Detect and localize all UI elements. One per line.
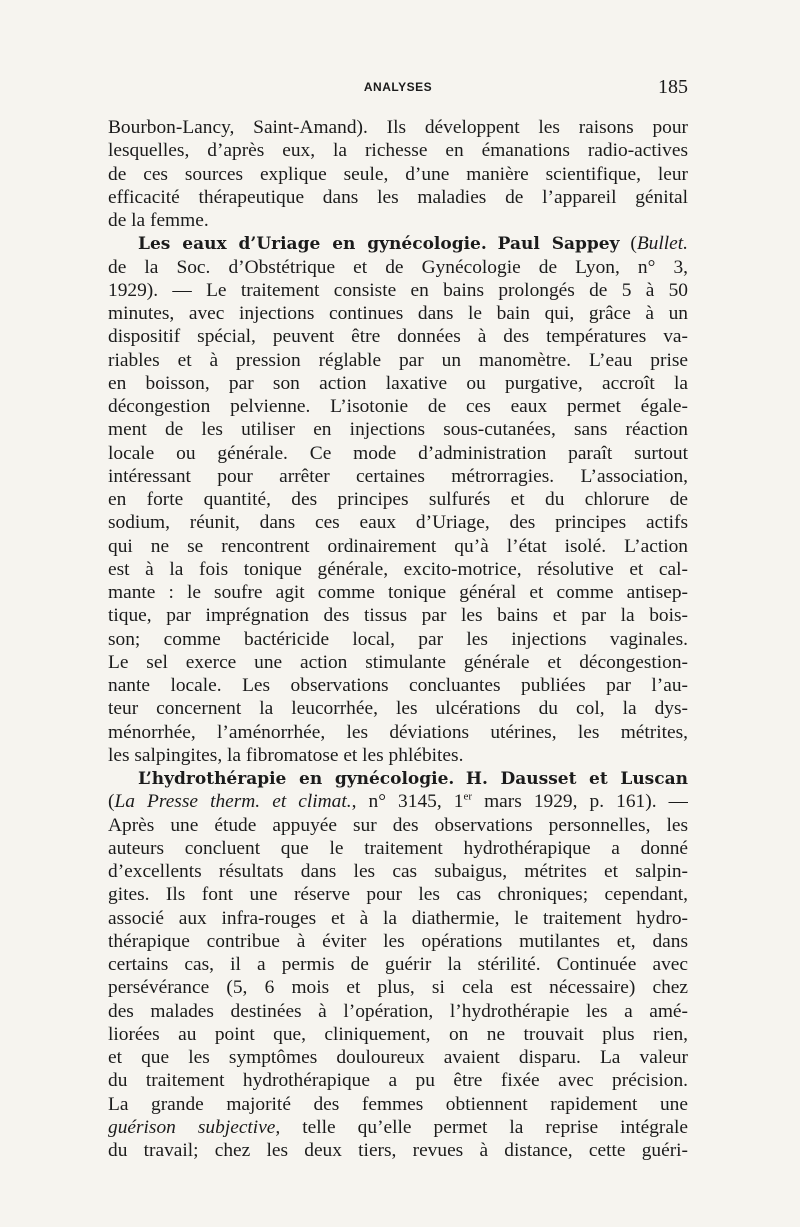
reference-line: (La Presse therm. et climat., n° 3145, 1er mars 1929, p. 161). — bbox=[108, 790, 688, 813]
text-line: de la Soc. d’Obstétrique et de Gynécologie de Lyon, n° 3, bbox=[108, 256, 688, 278]
abstract-uriage bbox=[108, 232, 688, 767]
text-line: sodium, réunit, dans ces eaux d’Uriage, des principes actifs bbox=[108, 512, 688, 534]
text-line: certains cas, il a permis de guérir la stérilité. Continuée avec bbox=[108, 954, 688, 975]
abstract-hydrotherapie bbox=[108, 767, 688, 1162]
text-line: qui ne se rencontrent ordinairement qu’à l’état isolé. L’action bbox=[108, 535, 688, 557]
text-line: en forte quantité, des principes sulfurés et du chlorure de bbox=[108, 489, 688, 510]
reference-open: ( bbox=[630, 233, 637, 255]
text-line: thérapique contribue à éviter les opérations mutilantes et, dans bbox=[108, 930, 688, 952]
text-line: de la femme. bbox=[108, 210, 209, 231]
italic-phrase: guérison subjective, bbox=[108, 1116, 281, 1138]
reference-journal: Bullet. bbox=[636, 233, 688, 255]
text-line: ment de les utiliser en injections sous-cutanées, sans réaction bbox=[108, 419, 688, 441]
text-line: associé aux infra-rouges et à la diathermie, le traitement hydro- bbox=[108, 907, 688, 929]
paragraph-continuation bbox=[108, 116, 688, 232]
reference-sup: er bbox=[463, 790, 472, 803]
reference-date: mars 1929, p. 161). — bbox=[472, 791, 688, 813]
page-number: 185 bbox=[658, 76, 688, 98]
text-line: ménorrhée, l’aménorrhée, les déviations utérines, les métrites, bbox=[108, 721, 688, 743]
text-line: auteurs concluent que le traitement hydrothérapique a donné bbox=[108, 837, 688, 859]
text-line: lesquelles, d’après eux, la richesse en émanations radio-actives bbox=[108, 140, 688, 162]
text-line: 1929). — Le traitement consiste en bains prolongés de 5 à 50 bbox=[108, 279, 688, 301]
text-line: du travail; chez les deux tiers, revues à distance, cette guéri- bbox=[108, 1140, 688, 1161]
abstract-heading-line bbox=[108, 767, 688, 790]
text-line bbox=[108, 1116, 688, 1139]
text-line: du traitement hydrothérapique a pu être fixée avec précision. bbox=[108, 1070, 688, 1092]
text-line: dispositif spécial, peuvent être données à des températures va- bbox=[108, 326, 688, 348]
text-line: de ces sources explique seule, d’une manière scientifique, leur bbox=[108, 163, 688, 185]
text-line: gites. Ils font une réserve pour les cas chroniques; cependant, bbox=[108, 884, 688, 906]
page-body bbox=[108, 116, 688, 1162]
reference-number: , n° 3145, 1 bbox=[351, 791, 464, 813]
text-line: en boisson, par son action laxative ou purgative, accroît la bbox=[108, 372, 688, 394]
text-line: riables et à pression réglable par un manomètre. L’eau prise bbox=[108, 349, 688, 371]
abstract-heading-line bbox=[108, 232, 688, 255]
running-title: ANALYSES bbox=[363, 80, 433, 94]
abstract-author: Paul Sappey bbox=[497, 234, 620, 255]
abstract-author: H. Dausset et Luscan bbox=[465, 769, 688, 789]
abstract-title: L’hydrothérapie en gynécologie. bbox=[138, 769, 455, 789]
abstract-lines bbox=[108, 256, 688, 768]
text-line: les salpingites, la fibromatose et les phlébites. bbox=[108, 744, 464, 766]
text-line: d’excellents résultats dans les cas subaigus, métrites et salpin- bbox=[108, 861, 688, 882]
text-line: persévérance (5, 6 mois et plus, si cela est nécessaire) chez bbox=[108, 977, 688, 999]
text-line: son; comme bactéricide local, par les injections vaginales. bbox=[108, 628, 688, 650]
text-line: La grande majorité des femmes obtiennent rapidement une bbox=[108, 1093, 688, 1115]
text-line: locale ou générale. Ce mode d’administration paraît surtout bbox=[108, 442, 688, 464]
text-line: nante locale. Les observations concluantes publiées par l’au- bbox=[108, 675, 688, 696]
text-line: minutes, avec injections continues dans le bain qui, grâce à un bbox=[108, 303, 688, 324]
text-line: teur concernent la leucorrhée, les ulcérations du col, la dys- bbox=[108, 698, 688, 720]
reference-journal: La Presse therm. et climat. bbox=[114, 791, 352, 813]
text-line: intéressant pour arrêter certaines métrorragies. L’association, bbox=[108, 465, 688, 487]
text-line: Bourbon-Lancy, Saint-Amand). Ils développent les raisons pour bbox=[108, 117, 688, 138]
text-segment: telle qu’elle permet la reprise intégrale bbox=[280, 1116, 688, 1138]
text-line: est à la fois tonique générale, excito-motrice, résolutive et cal- bbox=[108, 558, 688, 580]
text-line: tique, par imprégnation des tissus par les bains et par la bois- bbox=[108, 605, 688, 627]
text-line: Le sel exerce une action stimulante générale et décongestion- bbox=[108, 651, 688, 673]
page-header bbox=[108, 76, 688, 102]
text-line: mante : le soufre agit comme tonique général et comme antisep- bbox=[108, 582, 688, 603]
text-line: liorées au point que, cliniquement, on ne trouvait plus rien, bbox=[108, 1023, 688, 1045]
abstract-title: Les eaux d’Uriage en gynécologie. bbox=[138, 234, 487, 255]
text-line: Après une étude appuyée sur des observations personnelles, les bbox=[108, 814, 688, 836]
text-line: et que les symptômes douloureux avaient disparu. La valeur bbox=[108, 1047, 688, 1068]
text-line: efficacité thérapeutique dans les maladies de l’appareil génital bbox=[108, 186, 688, 208]
text-line: des malades destinées à l’opération, l’hydrothérapie les a amé- bbox=[108, 1000, 688, 1022]
abstract-lines bbox=[108, 814, 688, 1116]
text-line: décongestion pelvienne. L’isotonie de ces eaux permet égale- bbox=[108, 396, 688, 417]
